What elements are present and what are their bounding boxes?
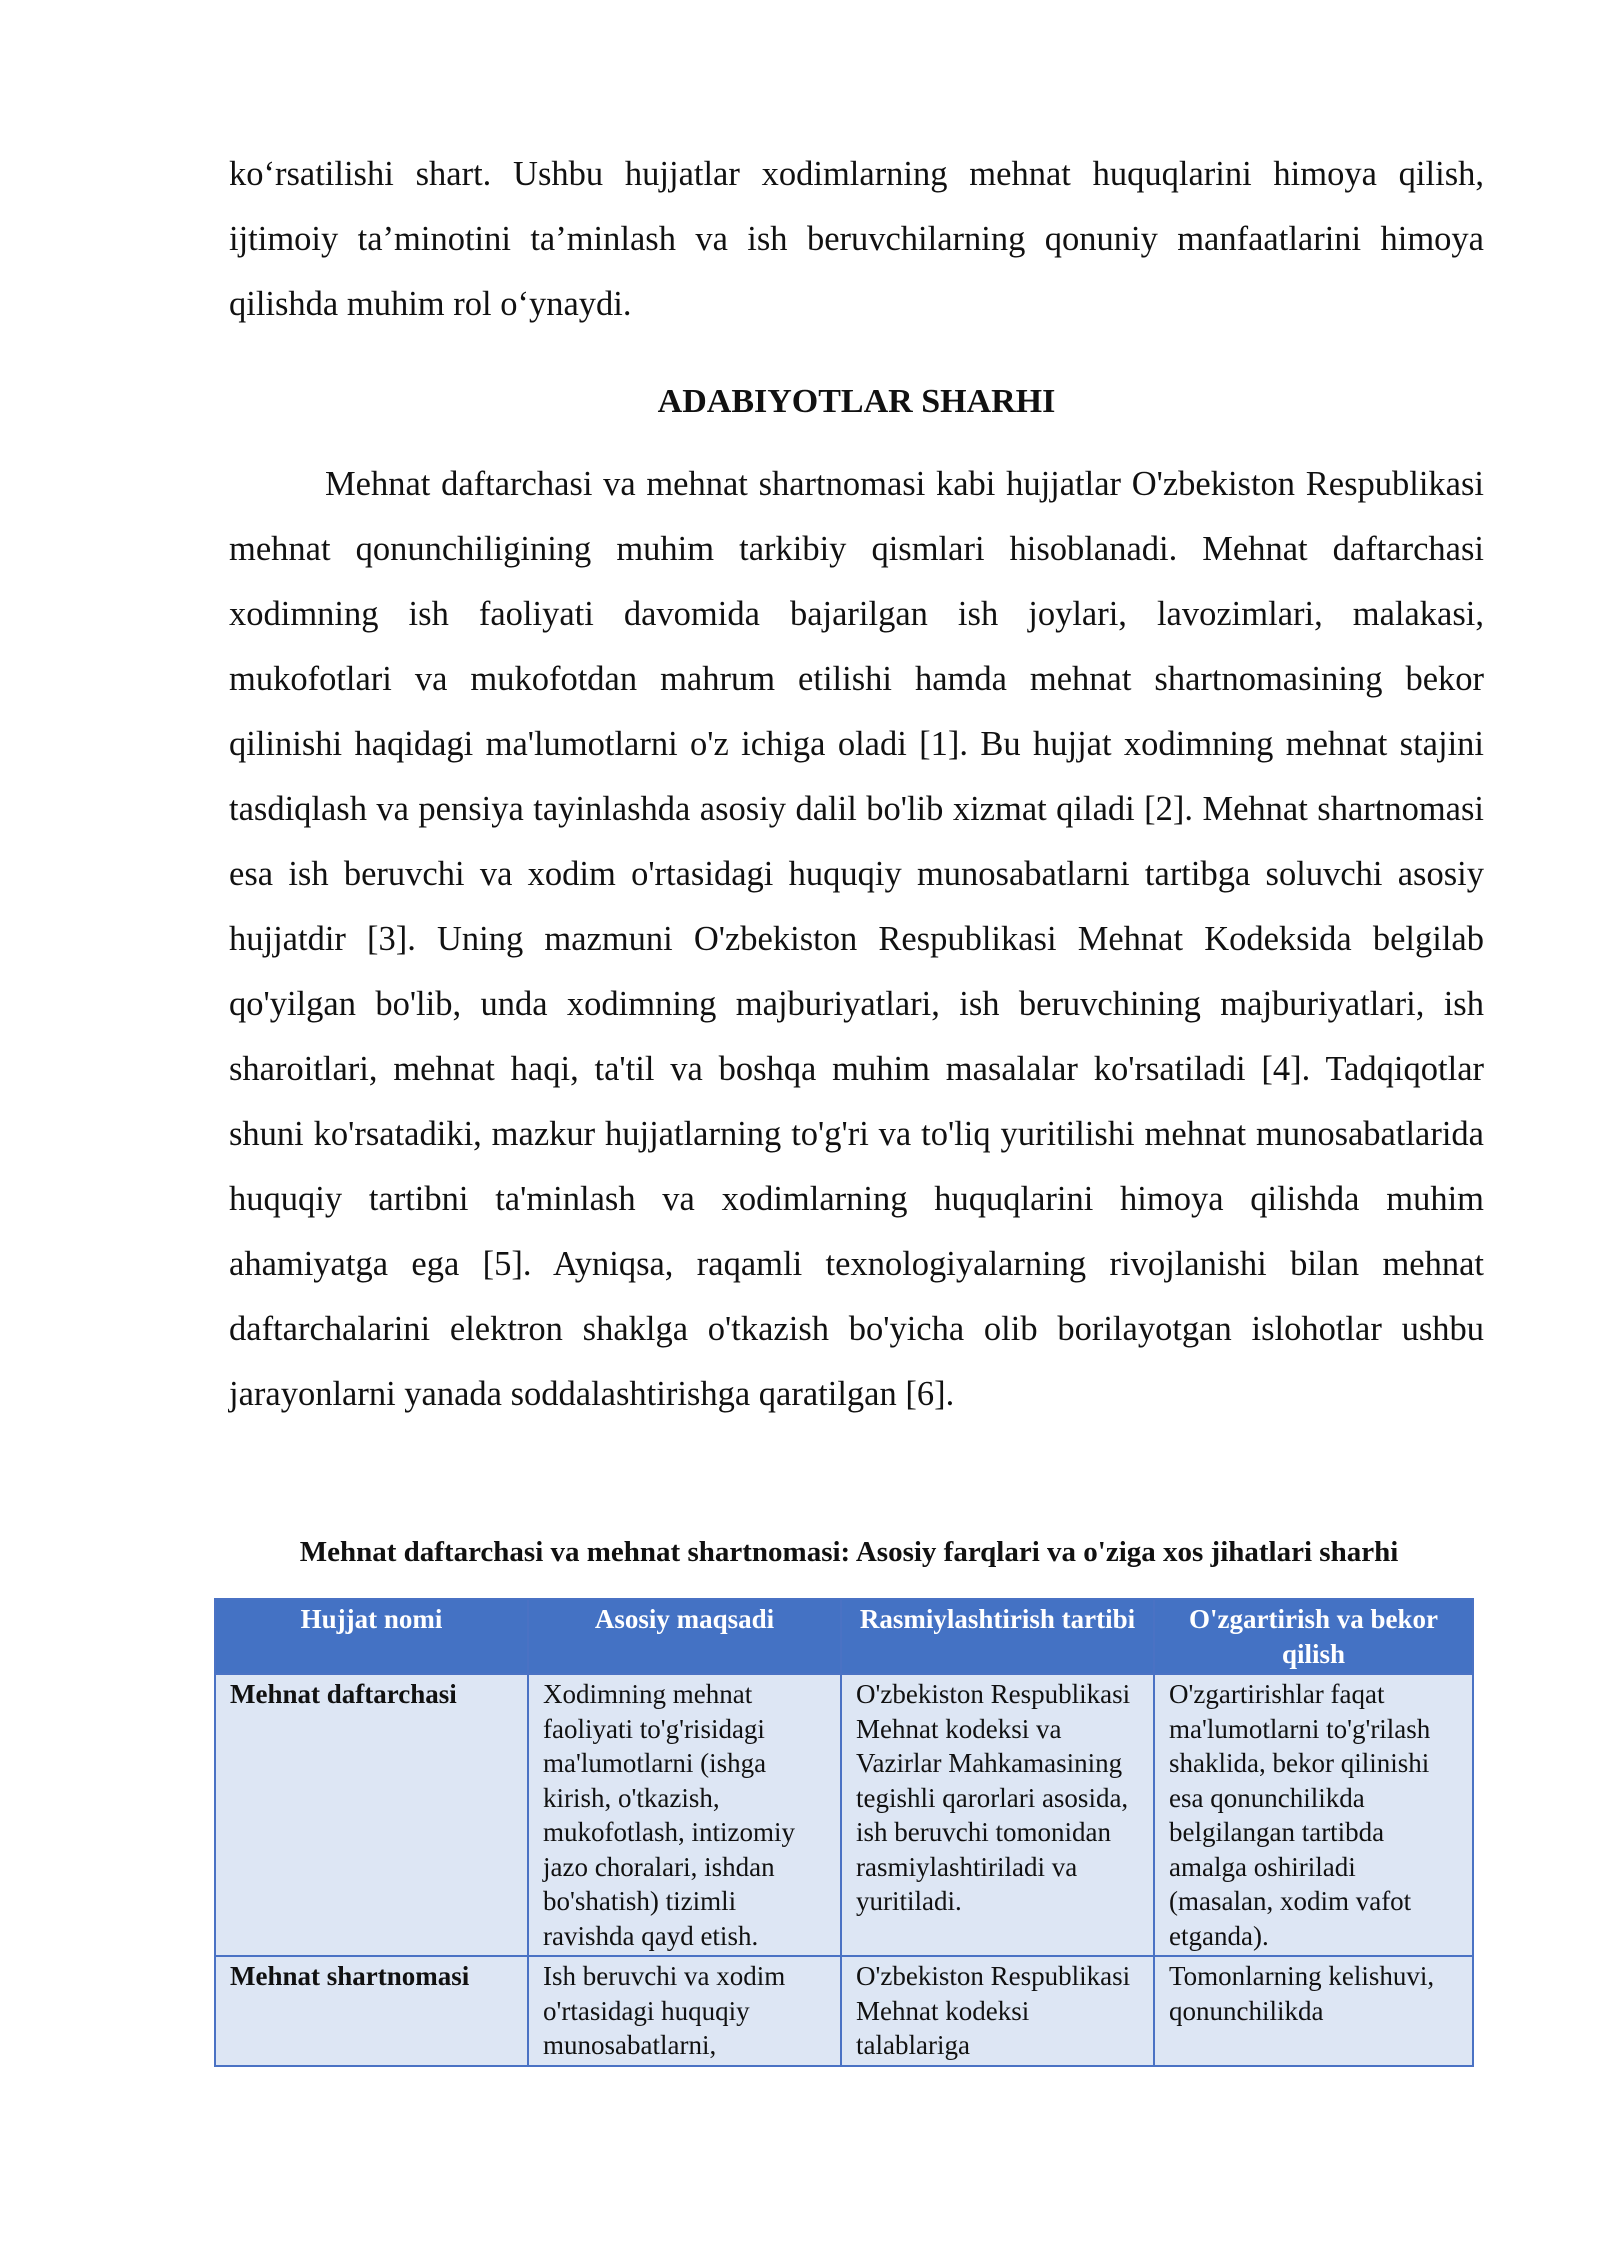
cell-main-purpose: Xodimning mehnat faoliyati to'g'risidagi ma'lumotlarni (ishga kirish, o'tkazish, mukofotlash, intizomiy jazo choralari, ishdan bo'shatish) tizimli ravishda qayd etish. [528,1674,841,1956]
table-header-row [215,1599,1473,1674]
body-paragraph-intro: ko‘rsatilishi shart. Ushbu hujjatlar xodimlarning mehnat huquqlarini himoya qilish, ijtimoiy ta’minotini ta’minlash va ish beruvchilarning qonuniy manfaatlarini himoya qilishda muhim rol o‘ynaydi. [229,155,1484,323]
table-row [215,1956,1473,2066]
section-heading: ADABIYOTLAR SHARHI [657,383,1056,420]
cell-procedure: O'zbekiston Respublikasi Mehnat kodeksi talablariga [841,1956,1154,2066]
header-cell-change-cancel: O'zgartirish va bekor qilish [1154,1599,1473,1674]
table-caption: Mehnat daftarchasi va mehnat shartnomasi: Asosiy farqlari va o'ziga xos jihatlari sharhi [299,1536,1399,1568]
cell-procedure: O'zbekiston Respublikasi Mehnat kodeksi va Vazirlar Mahkamasining tegishli qarorlari asosida, ish beruvchi tomonidan rasmiylashtiriladi va yuritiladi. [841,1674,1154,1956]
comparison-table [214,1598,1474,2067]
cell-document-name: Mehnat shartnomasi [215,1956,528,2066]
table-row [215,1674,1473,1956]
cell-change-cancel: O'zgartirishlar faqat ma'lumotlarni to'g'rilash shaklida, bekor qilinishi esa qonunchilikda belgilangan tartibda amalga oshiriladi (masalan, xodim vafot etganda). [1154,1674,1473,1956]
cell-main-purpose: Ish beruvchi va xodim o'rtasidagi huquqiy munosabatlarni, [528,1956,841,2066]
cell-document-name: Mehnat daftarchasi [215,1674,528,1956]
header-cell-main-purpose: Asosiy maqsadi [528,1599,841,1674]
header-cell-procedure: Rasmiylashtirish tartibi [841,1599,1154,1674]
body-paragraph-literature-review: Mehnat daftarchasi va mehnat shartnomasi kabi hujjatlar O'zbekiston Respublikasi mehnat qonunchiligining muhim tarkibiy qismlari hisoblanadi. Mehnat daftarchasi xodimning ish faoliyati davomida bajarilgan ish joylari, lavozimlari, malakasi, mukofotlari va mukofotdan mahrum etilishi hamda mehnat shartnomasining bekor qilinishi haqidagi ma'lumotlarni o'z ichiga oladi [1]. Bu hujjat xodimning mehnat stajini tasdiqlash va pensiya tayinlashda asosiy dalil bo'lib xizmat qiladi [2]. Mehnat shartnomasi esa ish beruvchi va xodim o'rtasidagi huquqiy munosabatlarni tartibga soluvchi asosiy hujjatdir [3]. Uning mazmuni O'zbekiston Respublikasi Mehnat Kodeksida belgilab qo'yilgan bo'lib, unda xodimning majburiyatlari, ish beruvchining majburiyatlari, ish sharoitlari, mehnat haqi, ta'til va boshqa muhim masalalar ko'rsatiladi [4]. Tadqiqotlar shuni ko'rsatadiki, mazkur hujjatlarning to'g'ri va to'liq yuritilishi mehnat munosabatlarida huquqiy tartibni ta'minlash va xodimlarning huquqlarini himoya qilishda muhim ahamiyatga ega [5]. Ayniqsa, raqamli texnologiyalarning rivojlanishi bilan mehnat daftarchalarini elektron shaklga o'tkazish bo'yicha olib borilayotgan islohotlar ushbu jarayonlarni yanada soddalashtirishga qaratilgan [6]. [229,465,1484,1413]
header-cell-document-name: Hujjat nomi [215,1599,528,1674]
cell-change-cancel: Tomonlarning kelishuvi, qonunchilikda [1154,1956,1473,2066]
